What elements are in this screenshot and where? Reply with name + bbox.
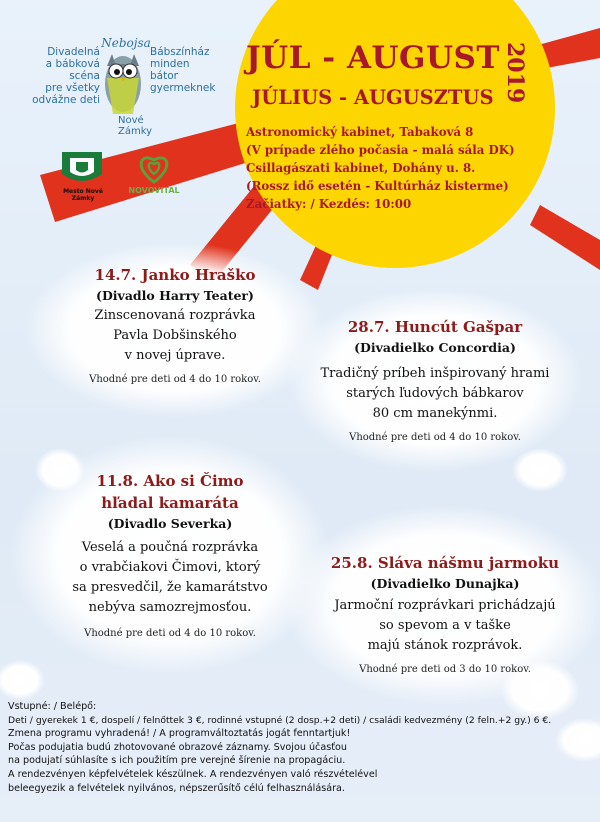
desc-line: Jarmoční rozprávkari prichádzajú	[334, 598, 556, 613]
footer-line: beleegyezik a felvételek nyilvános, népszerűsítő célú felhasználására.	[8, 782, 345, 794]
event-card	[60, 264, 290, 385]
desc-line: nebýva samozrejmosťou.	[88, 600, 252, 615]
event-title: 25.8. Sláva nášmu jarmoku	[330, 554, 560, 572]
event-age: Vhodné pre deti od 4 do 10 rokov.	[84, 628, 256, 639]
footer-line: A rendezvényen képfelvételek készülnek. A rendezvényen való részvételével	[8, 768, 378, 780]
event-card	[315, 316, 555, 443]
logo-line: a bábková scéna	[45, 58, 100, 82]
venue-info	[246, 123, 515, 213]
desc-line: Pavla Dobšinského	[113, 328, 237, 343]
event-title	[55, 470, 285, 514]
footer-info	[8, 700, 551, 795]
desc-line: majú stánok rozprávok.	[367, 638, 523, 653]
event-description	[315, 596, 575, 656]
logo-title: Nebojsa	[101, 36, 151, 50]
desc-line: starých ľudových bábkarov	[346, 386, 524, 401]
footer-line: Zmena programu vyhradená! / A programváltoztatás jogát fenntartjuk!	[8, 728, 351, 740]
event-age: Vhodné pre deti od 4 do 10 rokov.	[89, 374, 261, 385]
desc-line: sa presvedčil, že kamarátstvo	[72, 580, 268, 595]
event-description	[60, 306, 290, 366]
city-coat-of-arms	[62, 152, 102, 181]
desc-line: o vrabčiakovi Čimovi, ktorý	[79, 560, 261, 575]
venue-line: Csillagászati kabinet, Dohány u. 8.	[246, 161, 476, 175]
headline-sk: JÚL - AUGUST	[246, 40, 500, 76]
event-theatre: (Divadlo Harry Teater)	[96, 288, 254, 303]
owl-logo	[105, 54, 141, 114]
title-line: 11.8. Ako si Čimo	[96, 472, 244, 490]
logo-line: Bábszínház	[150, 46, 210, 58]
event-title: 28.7. Huncút Gašpar	[347, 318, 523, 336]
event-theatre: (Divadielko Dunajka)	[370, 576, 520, 591]
footer-line: na podujatí súhlasíte s ich použitím pre verejné šírenie na propagáciu.	[8, 755, 346, 767]
venue-line: Astronomický kabinet, Tabaková 8	[246, 125, 474, 139]
venue-line: (V prípade zlého počasia - malá sála DK)	[246, 143, 515, 157]
event-title: 14.7. Janko Hraško	[94, 266, 256, 284]
logo-line: odvážne deti	[32, 94, 100, 106]
headline-year: 2019	[502, 42, 528, 104]
event-age: Vhodné pre deti od 3 do 10 rokov.	[359, 664, 531, 675]
logo-line: minden	[150, 58, 190, 70]
event-description	[315, 364, 555, 424]
desc-line: v novej úprave.	[124, 348, 226, 363]
footer-line: Deti / gyerekek 1 €, dospelí / felnőttek 3 €, rodinné vstupné (2 dosp.+2 deti) / családi kedvezmény (2 feln.+2 gy.) 6 €.	[8, 714, 552, 726]
event-card	[315, 552, 575, 675]
logo-tagline-hu	[150, 46, 216, 94]
logo-line: gyermeknek	[150, 82, 216, 94]
logo-line: bátor	[150, 70, 178, 82]
event-age: Vhodné pre deti od 4 do 10 rokov.	[349, 432, 521, 443]
desc-line: Zinscenovaná rozprávka	[94, 308, 256, 323]
logo-line: Divadelná	[47, 46, 100, 58]
event-card	[55, 470, 285, 639]
start-time: Začiatky: / Kezdés: 10:00	[246, 197, 412, 211]
title-line: hľadal kamaráta	[101, 494, 239, 512]
desc-line: so spevom a v taške	[379, 618, 511, 633]
logo-line: pre všetky	[45, 82, 100, 94]
event-description	[55, 538, 285, 618]
event-theatre: (Divadlo Severka)	[107, 516, 233, 531]
desc-line: Tradičný príbeh inšpirovaný hrami	[320, 366, 550, 381]
footer-line: Počas podujatia budú zhotovované obrazové záznamy. Svojou účasťou	[8, 741, 347, 753]
headline-hu: JÚLIUS - AUGUSZTUS	[252, 86, 494, 109]
desc-line: Veselá a poučná rozprávka	[81, 540, 259, 555]
desc-line: 80 cm manekýnmi.	[372, 406, 498, 421]
venue-line: (Rossz idő esetén - Kultúrház kisterme)	[246, 179, 509, 193]
logo-tagline-sk	[22, 46, 100, 106]
logo-town: Nové Zámky	[118, 115, 153, 137]
city-label: Mesto Nové Zámky	[63, 188, 103, 202]
event-theatre: (Divadielko Concordia)	[354, 340, 516, 355]
novovital-label: NOVOVITAL	[128, 186, 180, 195]
footer-line: Vstupné: / Belépő:	[8, 701, 97, 712]
